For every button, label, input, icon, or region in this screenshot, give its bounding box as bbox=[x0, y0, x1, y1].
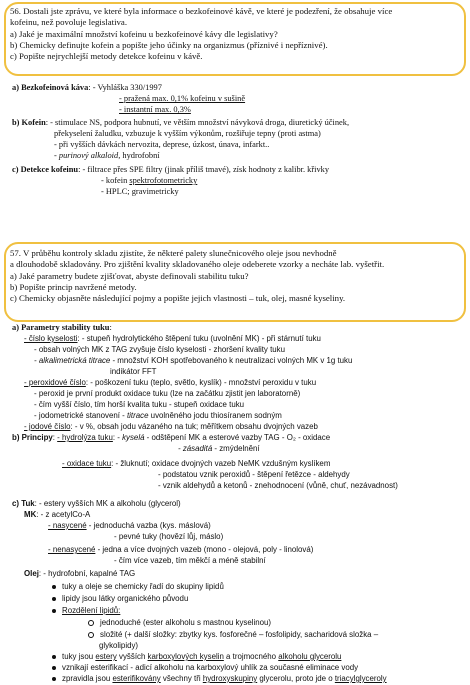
text: - jodometrické stanovení - bbox=[34, 411, 127, 420]
answer-56-c-line3: - HPLC; gravimetricky bbox=[101, 187, 179, 196]
kyselost-line4: indikátor FFT bbox=[110, 367, 157, 376]
kyselost-line1 bbox=[24, 334, 321, 345]
text: - jodové číslo bbox=[24, 422, 71, 431]
sub-list-item bbox=[88, 618, 271, 629]
label-kofein: b) Kofein bbox=[12, 118, 46, 127]
list-item bbox=[52, 606, 120, 617]
text: - nenasycené bbox=[48, 545, 96, 554]
kyselost-line2: - obsah volných MK z TAG zvyšuje číslo kyselosti - zhoršení kvality tuku bbox=[34, 345, 285, 354]
answer-56-b-line2: překyselení žaludku, vzbuzuje k vyšším výkonům, rozšiřuje tepny (proti astma) bbox=[54, 129, 321, 138]
text: vznikají esterifikací - adicí alkoholu na karboxylový uhlík za současné eliminace vody bbox=[62, 663, 359, 672]
text: složité (+ další složky: zbytky kys. fosforečné – fosfolipidy, sacharidová složka – bbox=[100, 630, 379, 639]
q56-line: kofeinu, než povoluje legislativa. bbox=[10, 17, 128, 28]
text: : - bbox=[112, 433, 123, 442]
q57-line: 57. V průběhu kontroly skladu zjistíte, že některé palety slunečnicového oleje jsou nevhodně bbox=[10, 248, 337, 258]
q57-line: a dlouhodobě skladovány. Pro zjištění kvality skladovaného oleje odeberete vzorky a necháte lab. vyšetřit. bbox=[10, 259, 385, 270]
label-detekce: c) Detekce kofeinu bbox=[12, 165, 79, 174]
text: Rozdělení lipidů: bbox=[62, 606, 121, 615]
peroxid-line3: - čím vyšší číslo, tím horší kvalita tuku - stupeň oxidace tuku bbox=[34, 400, 245, 409]
text: vyšších bbox=[116, 652, 148, 661]
peroxid-line1 bbox=[24, 378, 316, 389]
text: - nasycené bbox=[48, 521, 87, 530]
nasycene-line1 bbox=[48, 521, 211, 532]
kyselost-line3 bbox=[34, 356, 352, 367]
nenasycene-line2: - čím více vazeb, tím měkčí a méně stabilní bbox=[114, 556, 266, 565]
text: titrace bbox=[126, 411, 149, 420]
text: : - Vyhláška 330/1997 bbox=[88, 83, 162, 92]
text: uvolněného jodu thiosíranem sodným bbox=[148, 411, 282, 420]
text: : - filtrace přes SPE filtry (jinak příliš tmavé), získ hodnoty z kalibr. křivky bbox=[78, 165, 330, 174]
text: - číslo kyselosti bbox=[24, 334, 78, 343]
text: : - stimulace NS, podpora hubnutí, ve větším množství návyková droga, diuretický účinek, bbox=[45, 118, 350, 127]
bullet-icon bbox=[52, 655, 56, 659]
text: : - z acetylCo-A bbox=[36, 510, 91, 519]
label-olej: Olej bbox=[24, 569, 39, 578]
text: - instantní max. 0,3% bbox=[119, 105, 191, 114]
label-bezkofeinova: a) Bezkofeinová káva bbox=[12, 83, 89, 92]
text: alkoholu glycerolu bbox=[278, 652, 342, 661]
label-principy: b) Principy bbox=[12, 433, 53, 442]
bullet-icon bbox=[52, 666, 56, 670]
sub-list-item bbox=[88, 630, 378, 641]
text: jednoduché (ester alkoholu s mastnou kyselinou) bbox=[100, 618, 272, 627]
tuk-line1 bbox=[12, 499, 181, 510]
list-item bbox=[52, 582, 224, 593]
text: lipidy jsou látky organického původu bbox=[62, 594, 189, 603]
q57-line: c) Chemicky objasněte následující pojmy a popište jejich vlastnosti – tuk, olej, masné kyseliny. bbox=[10, 293, 346, 304]
text: - pražená max. 0,1% kofeinu v sušině bbox=[119, 94, 246, 103]
text: : - poškození tuku (teplo, světlo, kyslík) - množství peroxidu v tuku bbox=[85, 378, 317, 387]
q56-line: b) Chemicky definujte kofein a popište jeho účinky na organizmus (příznivé i nepříznivé). bbox=[10, 39, 328, 50]
label-mk: MK bbox=[24, 510, 37, 519]
nasycene-line2: - pevné tuky (hovězí lůj, máslo) bbox=[114, 532, 224, 541]
text: - alkalimetrická titrace bbox=[34, 356, 111, 365]
text: tuky a oleje se chemicky řadí do skupiny lipidů bbox=[62, 582, 224, 591]
text: kyselá bbox=[122, 433, 145, 442]
text: - jednoduchá vazba (kys. máslová) bbox=[86, 521, 211, 530]
circle-bullet-icon bbox=[88, 632, 94, 638]
text: - zmýdelnění bbox=[212, 444, 260, 453]
bullet-icon bbox=[52, 609, 56, 613]
label-parametry: a) Parametry stability tuku bbox=[12, 323, 110, 332]
answer-56-a-line2 bbox=[119, 94, 245, 105]
oxidace-line1 bbox=[62, 459, 330, 470]
text: esterifikovány bbox=[112, 674, 161, 683]
answer-56-b-line4 bbox=[54, 151, 160, 162]
answer-56-b bbox=[12, 118, 349, 129]
text: : - stupeň hydrolytického štěpení tuku (uvolnění MK) - při stárnutí tuku bbox=[77, 334, 321, 343]
peroxid-line4 bbox=[34, 411, 282, 422]
text: - množství KOH spotřebovaného k neutralizaci volných MK v 1g tuku bbox=[110, 356, 353, 365]
q57-line: b) Popište princip navržené metody. bbox=[10, 281, 137, 292]
bullet-icon bbox=[52, 585, 56, 589]
q57-line: a) Jaké parametry budete zjišťovat, abyste definovali stabilitu tuku? bbox=[10, 270, 249, 281]
answer-56-b-line3: - při vyšších dávkách nervozita, deprese, úzkost, únava, infarkt.. bbox=[54, 140, 270, 149]
text: - peroxidové číslo bbox=[24, 378, 86, 387]
text: : - estery vyšších MK a alkoholu (glycerol) bbox=[34, 499, 181, 508]
answer-57-a bbox=[12, 323, 112, 334]
text: : - hydrofobní, kapalné TAG bbox=[38, 569, 136, 578]
list-item bbox=[52, 652, 341, 663]
oxidace-line3: - vznik aldehydů a ketonů - znehodnocení (vůně, chuť, nezávadnost) bbox=[158, 481, 398, 490]
text: : bbox=[109, 323, 112, 332]
q56-line: a) Jaké je maximální množství kofeinu u bezkofeinové kávy dle legislativy? bbox=[10, 28, 278, 39]
question-56-text bbox=[10, 6, 455, 62]
olej-line1 bbox=[24, 569, 135, 580]
text: tuky jsou bbox=[62, 652, 96, 661]
answer-56-a bbox=[12, 83, 162, 94]
text: - hydrolýza tuku bbox=[57, 433, 113, 442]
principy-line1: b) Principy: - hydrolýza tuku: - kyselá - odštěpení MK a esterové vazby TAG - O₂ - oxidace bbox=[12, 433, 331, 442]
oxidace-line2: - podstatou vznik peroxidů - štěpení řetězce - aldehydy bbox=[158, 470, 350, 479]
text: karboxylových kyselin bbox=[147, 652, 224, 661]
circle-bullet-icon bbox=[88, 620, 94, 626]
peroxid-line2: - peroxid je první produkt oxidace tuku (lze na začátku zjistit jen laboratorně) bbox=[34, 389, 301, 398]
text: hydroxyskupiny bbox=[202, 674, 258, 683]
text: : - žluknutí; oxidace dvojných vazeb NeMK vzdušným kyslíkem bbox=[111, 459, 331, 468]
text: - jedna a více dvojných vazeb (mono - olejová, poly - linolová) bbox=[95, 545, 314, 554]
text: estery bbox=[95, 652, 117, 661]
text: všechny tři bbox=[160, 674, 203, 683]
text: glycerolu, proto jde o bbox=[257, 674, 335, 683]
question-57-text bbox=[10, 248, 455, 304]
text: - purinový alkaloid, bbox=[54, 151, 121, 160]
text: : - v %, obsah jodu vázaného na tuk; měřítkem obsahu dvojných vazeb bbox=[70, 422, 318, 431]
label-tuk: c) Tuk bbox=[12, 499, 35, 508]
sub-list-item-cont: glykolipidy) bbox=[99, 641, 139, 650]
q56-line: c) Popište nejrychlejší metody detekce kofeinu v kávě. bbox=[10, 51, 203, 62]
list-item bbox=[52, 674, 387, 685]
answer-56-c-line2 bbox=[101, 176, 197, 187]
bullet-icon bbox=[52, 597, 56, 601]
text: - zásaditá bbox=[178, 444, 213, 453]
text: spektrofotometricky bbox=[129, 176, 198, 185]
text: a trojmocného bbox=[223, 652, 279, 661]
text: zpravidla jsou bbox=[62, 674, 113, 683]
text: hydrofobní bbox=[120, 151, 160, 160]
jod-line1 bbox=[24, 422, 318, 433]
principy-line2 bbox=[178, 444, 260, 455]
mk-line1 bbox=[24, 510, 90, 521]
text: - odštěpení MK a esterové vazby TAG - O₂ - oxidace bbox=[144, 433, 331, 442]
answer-56-a-line3 bbox=[119, 105, 191, 116]
list-item bbox=[52, 594, 188, 605]
text: - kofein bbox=[101, 176, 130, 185]
q56-line: 56. Dostali jste zprávu, ve které byla informace o bezkofeinové kávě, ve které je podezření, že obsahuje více bbox=[10, 6, 393, 16]
answer-56-c bbox=[12, 165, 329, 176]
text: - oxidace tuku bbox=[62, 459, 112, 468]
list-item bbox=[52, 663, 358, 674]
text: triacylglyceroly bbox=[334, 674, 387, 683]
nenasycene-line1 bbox=[48, 545, 313, 556]
